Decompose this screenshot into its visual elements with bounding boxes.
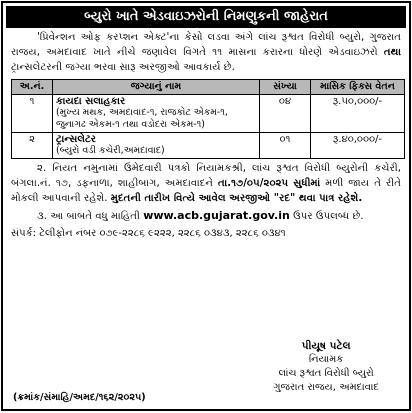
table-row xyxy=(12,95,405,133)
intro-paragraph xyxy=(11,30,401,75)
row-salary: રૂ.૫૦,૦૦૦/- xyxy=(311,95,405,133)
header-count: સંખ્યા xyxy=(260,80,311,95)
row-sr: ૨ xyxy=(12,133,53,159)
signature-block xyxy=(273,339,379,395)
paragraph-2-text: નિયત નમુનામાં ઉમેદવારી પત્રકો નિયામકશ્રી, લાંચ રૂશ્વત વિરોધી બ્યુરોની કચેરી, બંગલા.નં. ૧૭, ડફનાળા, શાહીબાગ, અમદાવાદને xyxy=(11,163,401,189)
table-row xyxy=(12,133,405,159)
intro-text-end: ટ્રાન્સલેટરની જગ્યા ભરવા સારૂ અરજીઓ આવકાર્ય છે. xyxy=(11,62,235,73)
table-header-row xyxy=(12,80,405,95)
intro-bold-word: તથા xyxy=(383,47,401,58)
paragraph-3 xyxy=(11,208,401,224)
row-post xyxy=(53,95,260,133)
post-detail: (મુખ્ય મથક, અમદાવાદ-૧, રાજકોટ એકમ-૧, જુનાગઢ એકમ-૧ તથા વડોદરા એકમ-૧) xyxy=(56,107,228,130)
intro-text: 'પ્રિવેન્શન ઓફ કરપ્શન એક્ટ'ના કેસો લડવા અંગે લાંચ રૂશ્વત વિરોધી બ્યુરો, ગુજરાત રાજય, અમદાવાદ ખાતે નીચે જણાવેલ વિગતે ૧૧ માસના કરારના ધોરણે એડવાઇઝરો xyxy=(11,32,401,58)
paragraph-2-number: ૨. xyxy=(37,163,47,174)
deadline-word: સુધીમાં xyxy=(293,178,321,189)
row-salary: રૂ.૪૦,૦૦૦/- xyxy=(311,133,405,159)
signatory-place: ગુજરાત રાજય, અમદાવાદ xyxy=(273,382,379,393)
signatory-name: પીયૂષ પટેલ xyxy=(301,340,351,352)
paragraph-2 xyxy=(11,161,401,206)
signatory-office: લાંચ રૂશ્વત વિરોધી બ્યુરો xyxy=(278,368,374,379)
header-sr: અ.નં. xyxy=(12,80,53,95)
row-post xyxy=(53,133,260,159)
header-post-name: જગ્યાનું નામ xyxy=(53,80,260,95)
row-sr: ૧ xyxy=(12,95,53,133)
deadline-date: તા.૧૭/૦૫/૨૦૨૫ xyxy=(218,178,289,189)
notice-title: બ્યુરો ખાતે એડવાઇઝરોની નિમણુકની જાહેરાત xyxy=(6,6,406,28)
posts-table xyxy=(11,79,405,159)
post-title: કાયદા સલાહકાર xyxy=(56,96,126,107)
signatory-role: નિયામક xyxy=(308,354,344,365)
post-detail: (બ્યુરો વડી કચેરી,અમદાવાદ) xyxy=(56,145,165,156)
reference-number: (ક્રમાંક/સંમાહિ/અમદ/૧૬૨/૨૦૨૫) xyxy=(13,392,146,403)
paragraph-3-post: ઉપર ઉપલબ્ધ છે. xyxy=(293,211,364,222)
contact-line: સંપર્ક: ટેલીફોન નંબર ૦૭૯-૨૨૮૬ ૯૨૨૨, ૨૨૮૬ ૦૩૪૩, ૨૨૮૬ ૦૩૪૧ xyxy=(11,228,286,239)
post-title: ટ્રાન્સલેટર xyxy=(56,134,96,145)
row-count: ૦૧ xyxy=(260,133,311,159)
row-count: ૦૪ xyxy=(260,95,311,133)
notice-page xyxy=(1,1,411,411)
paragraph-3-number: ૩. xyxy=(37,211,48,222)
header-salary: માસિક ફિક્સ વેતન xyxy=(311,80,405,95)
late-application-note: મુદતની તારીખ વિત્યે આવેલ અરજીઓ "રદ" થવા પાત્ર રહેશે. xyxy=(110,193,363,204)
paragraph-3-pre: આ બાબતે વધુ માહિતી xyxy=(50,211,140,222)
website-link[interactable]: www.acb.gujarat.gov.in xyxy=(143,209,290,222)
paragraph-2-middle: મળી જાય તે રીતે મોકલી આપવાની રહેશે. xyxy=(11,178,401,204)
